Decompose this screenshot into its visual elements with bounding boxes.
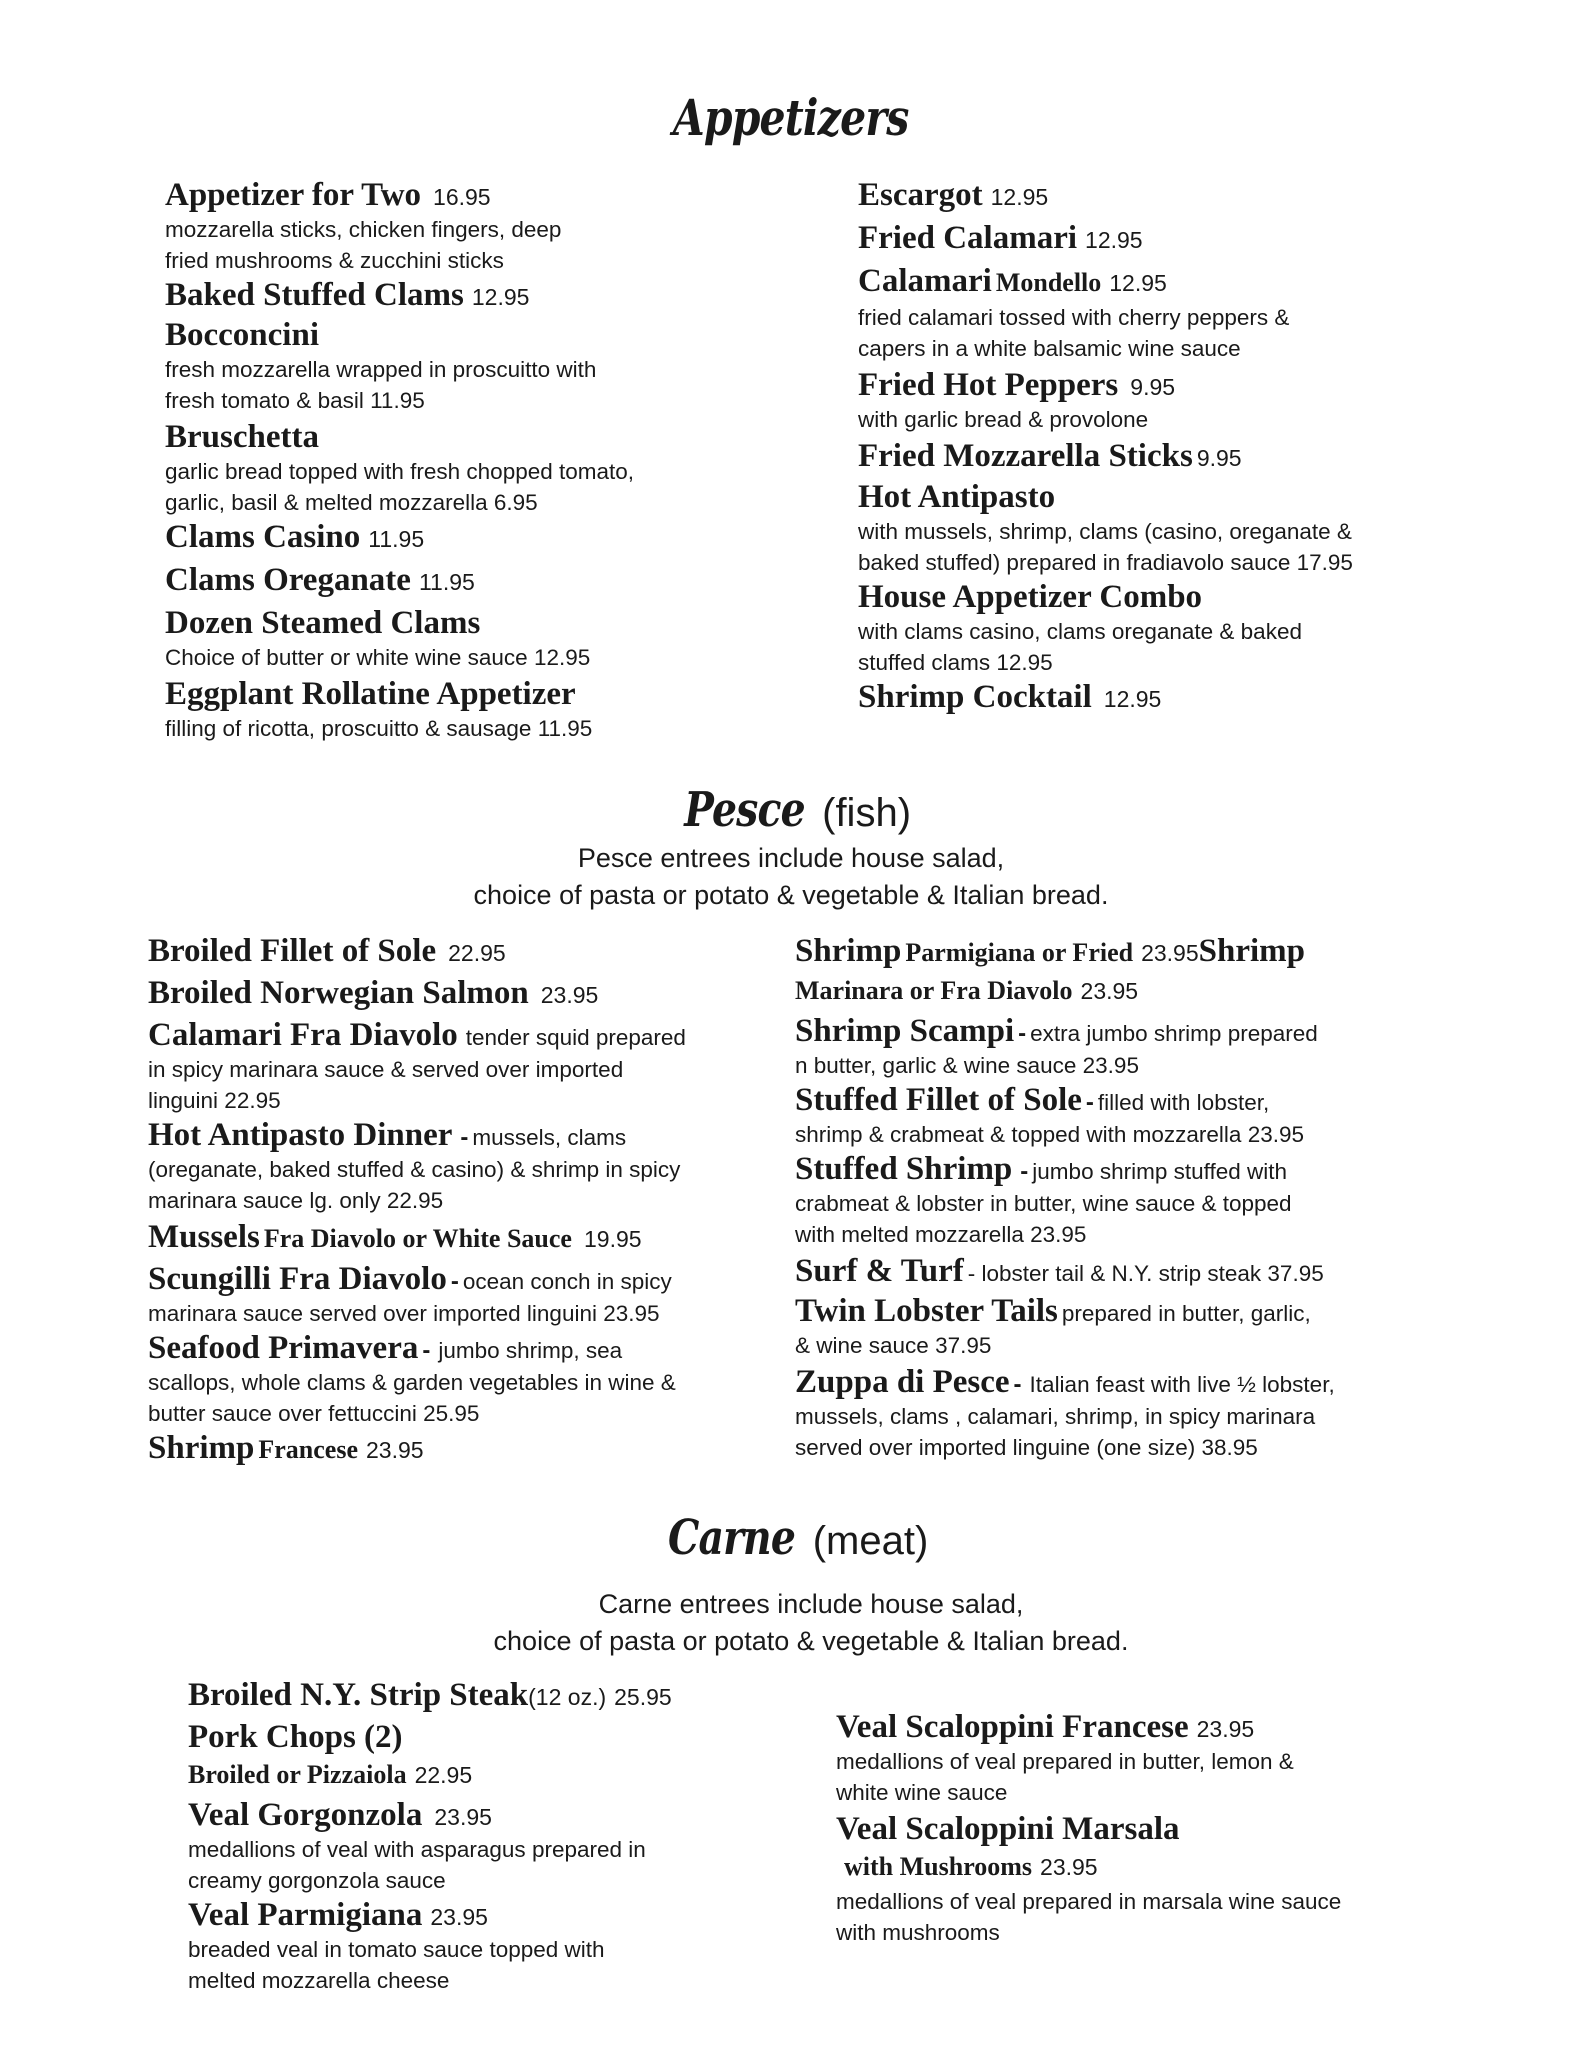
item-price: 23.95 [1040, 1854, 1098, 1880]
item-description: - lobster tail & N.Y. strip steak 37.95 [967, 1261, 1324, 1286]
item-description: linguini 22.95 [148, 1088, 281, 1113]
item-description: jumbo shrimp stuffed with [1032, 1159, 1287, 1184]
menu-item [795, 1012, 1495, 1081]
menu-item [165, 675, 805, 744]
menu-item [795, 972, 1495, 1010]
item-name: Shrimp Scampi [795, 1013, 1015, 1049]
menu-item [188, 1796, 808, 1896]
item-name-detail: Fra Diavolo or White Sauce [263, 1224, 572, 1253]
item-description: melted mozzarella cheese [188, 1968, 450, 1993]
item-description: mussels, clams , calamari, shrimp, in spicy marinara [795, 1404, 1316, 1429]
item-description: medallions of veal with asparagus prepared in [188, 1837, 646, 1862]
item-name: Baked Stuffed Clams [165, 277, 464, 313]
item-description: with clams casino, clams oreganate & baked [858, 619, 1302, 644]
menu-item [165, 561, 805, 599]
dash: - [1018, 1020, 1027, 1047]
intro-line: Carne entrees include house salad, [598, 1589, 1024, 1619]
item-name: Clams Casino [165, 519, 361, 555]
menu-item [836, 1708, 1496, 1808]
item-description: fresh mozzarella wrapped in proscuitto with [165, 357, 597, 382]
carne-title: Carne [667, 1510, 795, 1566]
item-name: Stuffed Shrimp [795, 1151, 1013, 1187]
item-name: Broiled Fillet of Sole [148, 933, 437, 969]
item-price: 12.95 [1085, 227, 1143, 253]
item-price: 22.95 [414, 1762, 473, 1788]
item-name: Fried Mozzarella Sticks [858, 438, 1193, 474]
dash: - [460, 1124, 469, 1151]
carne-right-column [836, 1708, 1496, 1948]
item-description: mozzarella sticks, chicken fingers, deep [165, 217, 562, 242]
item-portion: (12 oz.) [528, 1684, 607, 1710]
carne-subtitle: (meat) [812, 1519, 929, 1563]
item-description: medallions of veal prepared in butter, lemon & [836, 1749, 1294, 1774]
item-price: 12.95 [471, 284, 530, 310]
item-description: ocean conch in spicy [462, 1269, 672, 1294]
menu-item [148, 1329, 788, 1429]
item-name-detail: Francese [258, 1435, 358, 1464]
item-name: Stuffed Fillet of Sole [795, 1082, 1082, 1118]
item-description: tender squid prepared [465, 1025, 686, 1050]
item-price: 19.95 [583, 1226, 642, 1252]
item-description: extra jumbo shrimp prepared [1030, 1021, 1318, 1046]
intro-line: choice of pasta or potato & vegetable & Italian bread. [473, 880, 1109, 910]
menu-item [148, 1218, 788, 1258]
item-price: 25.95 [614, 1684, 672, 1710]
menu-item [858, 366, 1458, 435]
item-name: Hot Antipasto [858, 479, 1056, 515]
item-description: in spicy marinara sauce & served over imported [148, 1057, 624, 1082]
item-name-detail: Mondello [995, 268, 1102, 297]
menu-item [165, 176, 805, 276]
dash: - [1013, 1371, 1022, 1398]
intro-line: choice of pasta or potato & vegetable & Italian bread. [493, 1626, 1129, 1656]
item-name: Fried Hot Peppers [858, 367, 1119, 403]
item-description: fried calamari tossed with cherry peppers & [858, 305, 1290, 330]
menu-item [858, 478, 1458, 578]
item-name: Bruschetta [165, 419, 319, 455]
item-description: garlic, basil & melted mozzarella 6.95 [165, 490, 538, 515]
item-description: mussels, clams [472, 1125, 627, 1150]
menu-item [795, 932, 1495, 972]
item-description: Choice of butter or white wine sauce 12.95 [165, 645, 591, 670]
menu-item [165, 276, 805, 314]
menu-item [188, 1718, 808, 1756]
item-description: fried mushrooms & zucchini sticks [165, 248, 504, 273]
item-name: Bocconcini [165, 317, 319, 353]
menu-item [795, 1081, 1495, 1150]
item-name: Seafood Primavera [148, 1330, 419, 1366]
menu-item [858, 219, 1458, 257]
item-price: 16.95 [433, 184, 491, 210]
item-name-detail: Broiled or Pizzaiola [188, 1760, 407, 1789]
menu-item [858, 176, 1458, 214]
item-description: garlic bread topped with fresh chopped tomato, [165, 459, 635, 484]
item-price: 11.95 [418, 569, 475, 595]
item-description: fresh tomato & basil 11.95 [165, 388, 425, 413]
item-description: stuffed clams 12.95 [858, 650, 1053, 675]
menu-item [795, 1363, 1495, 1463]
item-name: Fried Calamari [858, 220, 1078, 256]
menu-item [165, 418, 805, 518]
carne-left-column [188, 1676, 808, 1996]
menu-item [858, 678, 1458, 716]
menu-item [165, 316, 805, 416]
menu-item [188, 1896, 808, 1996]
item-description: white wine sauce [836, 1780, 1008, 1805]
item-description: served over imported linguine (one size) 38.95 [795, 1435, 1258, 1460]
menu-item [148, 1429, 788, 1469]
carne-intro [20, 1586, 1582, 1660]
menu-item [148, 1016, 788, 1116]
menu-item-description [836, 1886, 1496, 1948]
item-name: Dozen Steamed Clams [165, 605, 481, 641]
item-name: Broiled Norwegian Salmon [148, 975, 529, 1011]
item-name: Pork Chops (2) [188, 1719, 403, 1755]
menu-item [795, 1292, 1495, 1361]
menu-item [858, 262, 1458, 364]
appetizers-right-column [858, 176, 1458, 716]
item-name: Appetizer for Two [165, 177, 422, 213]
appetizers-heading [0, 88, 1582, 147]
pesce-heading [0, 782, 1582, 838]
dash: - [1085, 1089, 1094, 1116]
item-name: Clams Oreganate [165, 562, 411, 598]
menu-item-detail [188, 1756, 808, 1794]
item-description: (oreganate, baked stuffed & casino) & shrimp in spicy [148, 1157, 681, 1182]
item-description: scallops, whole clams & garden vegetables in wine & [148, 1370, 676, 1395]
menu-item [148, 932, 788, 970]
item-price: 23.95 [430, 1904, 488, 1930]
item-price: 23.95 [434, 1804, 492, 1830]
item-price: 12.95 [990, 184, 1049, 210]
item-name: Surf & Turf [795, 1253, 964, 1289]
item-description: jumbo shrimp, sea [438, 1338, 623, 1363]
item-description: marinara sauce served over imported linguini 23.95 [148, 1301, 660, 1326]
item-price: 12.95 [1103, 686, 1162, 712]
item-description: Italian feast with live ½ lobster, [1029, 1372, 1335, 1397]
item-name: Veal Scaloppini Marsala [836, 1811, 1180, 1847]
pesce-intro [0, 840, 1582, 914]
item-description: prepared in butter, garlic, [1061, 1301, 1311, 1326]
dash: - [1020, 1158, 1029, 1185]
item-price: 23.95 [540, 982, 599, 1008]
item-description: capers in a white balsamic wine sauce [858, 336, 1241, 361]
menu-item [188, 1676, 808, 1714]
item-name: Shrimp [148, 1430, 255, 1466]
menu-item [795, 1252, 1495, 1290]
dash: - [422, 1337, 431, 1364]
item-description: crabmeat & lobster in butter, wine sauce & topped [795, 1191, 1292, 1216]
carne-heading [0, 1510, 1582, 1566]
item-name: Shrimp [795, 933, 902, 969]
menu-item [858, 578, 1458, 678]
item-name-detail: Parmigiana or Fried [905, 938, 1134, 967]
pesce-title: Pesce [684, 782, 805, 838]
item-name: Mussels [148, 1219, 260, 1255]
intro-line: Pesce entrees include house salad, [577, 843, 1005, 873]
item-description: with mushrooms [836, 1920, 1000, 1945]
item-description: filled with lobster, [1097, 1090, 1270, 1115]
menu-item [165, 518, 805, 556]
item-name: Zuppa di Pesce [795, 1364, 1010, 1400]
menu-item [148, 974, 788, 1012]
item-name: House Appetizer Combo [858, 579, 1203, 615]
item-description: marinara sauce lg. only 22.95 [148, 1188, 444, 1213]
item-price: 12.95 [1109, 270, 1167, 296]
item-description: baked stuffed) prepared in fradiavolo sauce 17.95 [858, 550, 1353, 575]
item-price: 23.95 [366, 1437, 424, 1463]
item-price: 22.95 [448, 940, 506, 966]
item-price: 23.95 [1196, 1716, 1255, 1742]
item-name-detail: Marinara or Fra Diavolo [795, 976, 1073, 1005]
item-description: with melted mozzarella 23.95 [795, 1222, 1087, 1247]
dash: - [450, 1268, 459, 1295]
appetizers-left-column [165, 176, 805, 744]
item-description: breaded veal in tomato sauce topped with [188, 1937, 605, 1962]
menu-item [836, 1810, 1496, 1848]
item-description: n butter, garlic & wine sauce 23.95 [795, 1053, 1139, 1078]
item-name: Calamari Fra Diavolo [148, 1017, 458, 1053]
menu-item [858, 437, 1458, 475]
item-price: 23.95 [1141, 940, 1199, 966]
item-description: medallions of veal prepared in marsala wine sauce [836, 1889, 1342, 1914]
item-name-detail: with Mushrooms [844, 1852, 1033, 1881]
item-name: Hot Antipasto Dinner [148, 1117, 453, 1153]
pesce-subtitle: (fish) [822, 791, 912, 835]
menu-item [148, 1260, 788, 1329]
item-description: with mussels, shrimp, clams (casino, oreganate & [858, 519, 1352, 544]
item-name: Calamari [858, 263, 992, 299]
item-description: shrimp & crabmeat & topped with mozzarella 23.95 [795, 1122, 1304, 1147]
item-name: Veal Gorgonzola [188, 1797, 423, 1833]
item-name: Broiled N.Y. Strip Steak [188, 1677, 529, 1713]
item-name: Scungilli Fra Diavolo [148, 1261, 447, 1297]
menu-item-detail [836, 1848, 1496, 1886]
menu-item [795, 1150, 1495, 1250]
item-price: 23.95 [1080, 978, 1139, 1004]
menu-item [148, 1116, 788, 1216]
item-name: Veal Parmigiana [188, 1897, 423, 1933]
item-name: Escargot [858, 177, 983, 213]
item-description: butter sauce over fettuccini 25.95 [148, 1401, 480, 1426]
item-name: Eggplant Rollatine Appetizer [165, 676, 576, 712]
item-name: Veal Scaloppini Francese [836, 1709, 1189, 1745]
item-price: 11.95 [368, 526, 425, 552]
item-name: Twin Lobster Tails [795, 1293, 1058, 1329]
pesce-left-column [148, 932, 788, 1469]
item-name: Shrimp [1198, 933, 1306, 969]
item-description: with garlic bread & provolone [858, 407, 1149, 432]
item-price: 9.95 [1130, 374, 1176, 400]
item-description: creamy gorgonzola sauce [188, 1868, 446, 1893]
item-description: filling of ricotta, proscuitto & sausage 11.95 [165, 716, 593, 741]
item-description: & wine sauce 37.95 [795, 1333, 992, 1358]
pesce-right-column [795, 932, 1495, 1463]
item-name: Shrimp Cocktail [858, 679, 1092, 715]
menu-item [165, 604, 805, 673]
item-price: 9.95 [1196, 445, 1242, 471]
appetizers-title: Appetizers [673, 88, 909, 147]
